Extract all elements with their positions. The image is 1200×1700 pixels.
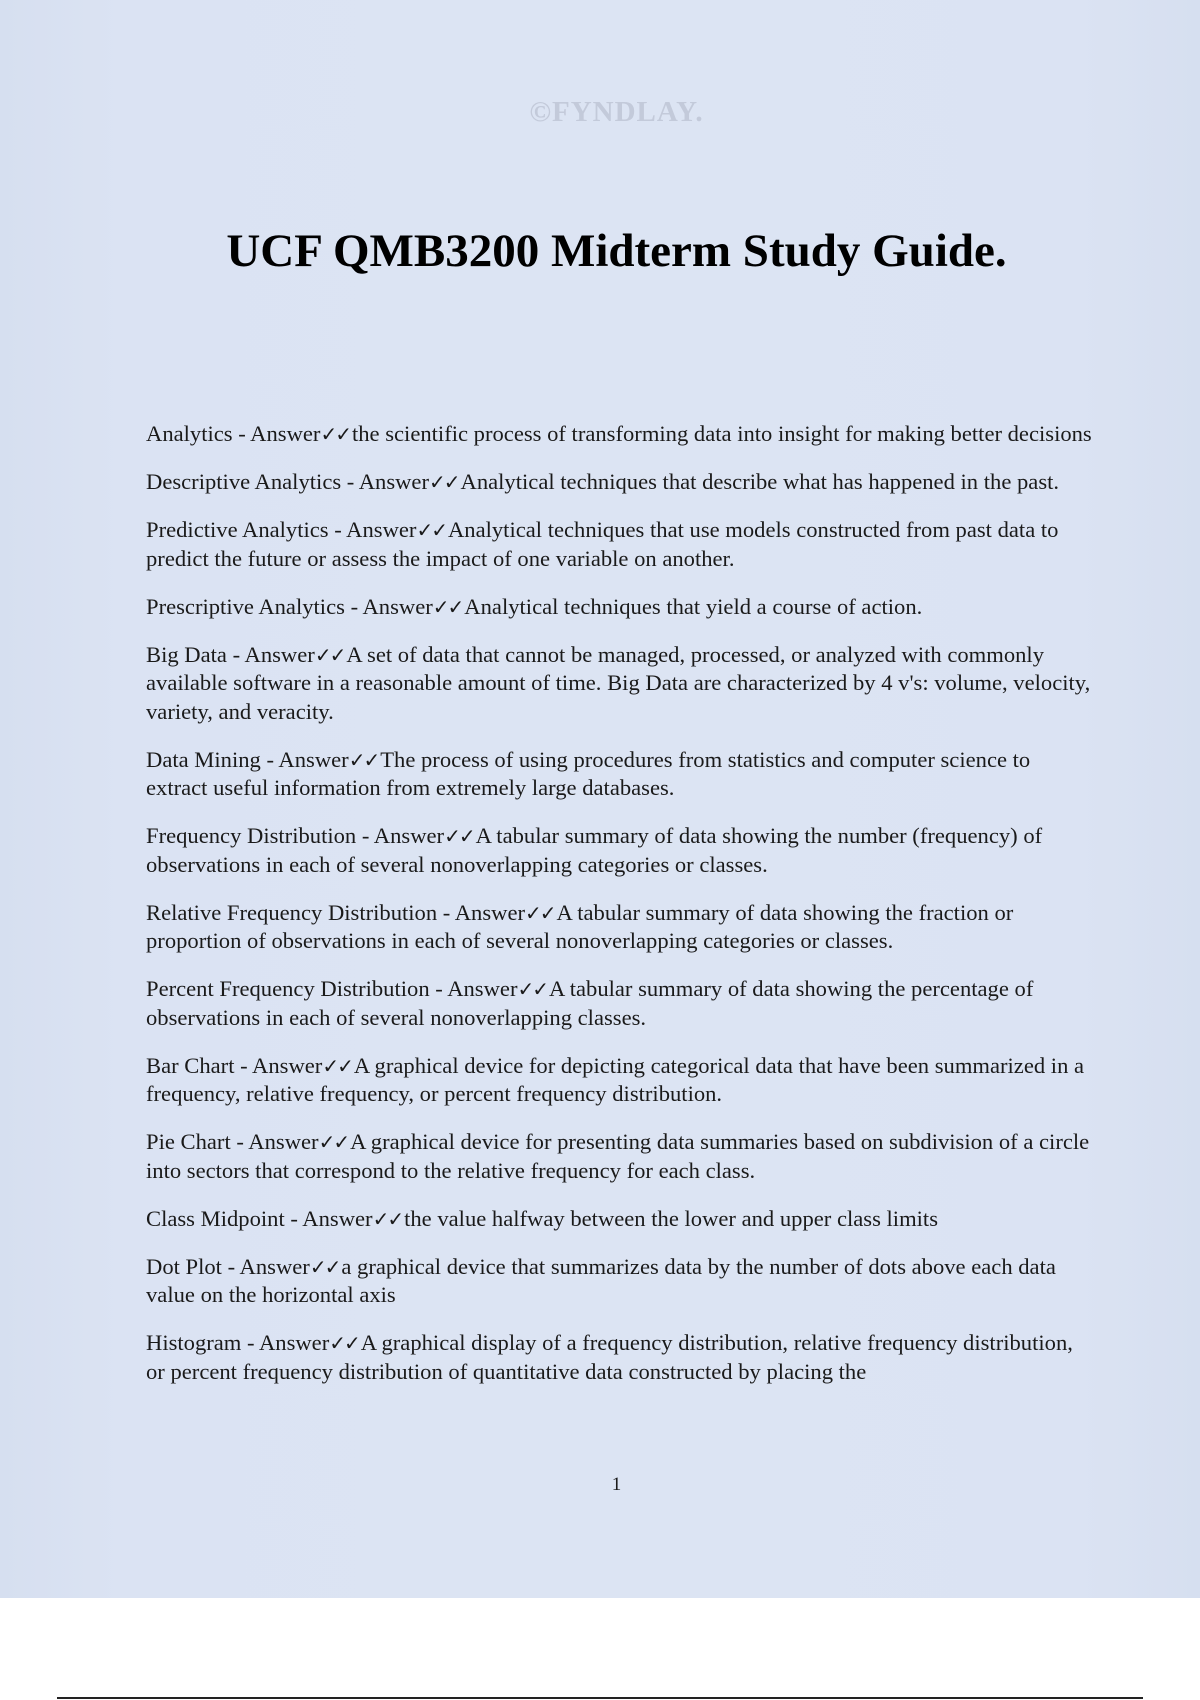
entry-definition: A graphical device for presenting data summaries based on subdivision of a circle into sectors that correspond to the relative frequency for each class. (146, 1129, 1090, 1183)
double-check-icon: ✓✓ (517, 977, 547, 1001)
double-check-icon: ✓✓ (309, 1254, 340, 1279)
entry-term: Data Mining (146, 746, 261, 772)
glossary-entry (146, 746, 1096, 803)
double-check-icon: ✓✓ (432, 594, 463, 619)
double-check-icon: ✓✓ (348, 747, 379, 772)
entry-separator: - Answer (260, 746, 349, 772)
entry-definition: Analytical techniques that yield a course of action. (464, 593, 923, 619)
entry-term: Relative Frequency Distribution (146, 899, 438, 925)
entry-definition: Analytical techniques that use models constructed from past data to predict the future or assess the impact of one variable on another. (146, 517, 1059, 571)
glossary-entry (146, 1205, 1096, 1234)
entry-term: Histogram (146, 1330, 242, 1355)
entry-term: Percent Frequency Distribution (146, 976, 430, 1001)
glossary-entry (146, 1128, 1096, 1185)
entry-definition: the value halfway between the lower and upper class limits (404, 1205, 939, 1231)
entry-separator: - Answer (241, 1330, 330, 1355)
entry-definition: A graphical device for depicting categorical data that have been summarized in a frequency, relative frequency, or percent frequency distribution. (146, 1052, 1085, 1106)
double-check-icon: ✓✓ (372, 1206, 403, 1231)
glossary-entry (146, 822, 1096, 879)
glossary-entry (146, 1052, 1096, 1109)
glossary-entry (146, 468, 1096, 497)
entry-term: Dot Plot (146, 1253, 222, 1279)
entry-separator: - Answer (230, 1129, 319, 1154)
entry-separator: - Answer (221, 1253, 310, 1279)
entry-term: Class Midpoint (146, 1205, 285, 1231)
entry-term: Big Data (146, 641, 227, 667)
entry-definition: A graphical display of a frequency distribution, relative frequency distribution, or percent frequency distribution of quantitative data constructed by placing the (146, 1330, 1073, 1384)
entry-definition: a graphical device that summarizes data by the number of dots above each data value on the horizontal axis (146, 1253, 1056, 1307)
entry-term: Pie Chart (146, 1129, 231, 1154)
entry-term: Predictive Analytics (146, 517, 329, 542)
double-check-icon: ✓✓ (314, 642, 345, 667)
glossary-entry (146, 641, 1096, 727)
entry-term: Frequency Distribution (146, 823, 357, 848)
entry-term: Bar Chart (146, 1052, 235, 1078)
glossary-entry (146, 1329, 1096, 1386)
page-number: 1 (611, 1474, 622, 1495)
entry-separator: - Answer (344, 593, 433, 619)
glossary-entry (146, 420, 1096, 449)
entry-separator: - Answer (429, 976, 518, 1001)
entry-definition: A set of data that cannot be managed, processed, or analyzed with commonly available software in a reasonable amount of time. Big Data are characterized by 4 v's: volume, velocity, variety, and veracity. (146, 641, 1091, 724)
glossary-list (146, 420, 1096, 1406)
entry-definition: A tabular summary of data showing the fraction or proportion of observations in each of several nonoverlapping categories or classes. (146, 899, 1014, 953)
double-check-icon: ✓✓ (444, 824, 474, 848)
entry-separator: - Answer (226, 641, 315, 667)
entry-separator: - Answer (284, 1205, 373, 1231)
entry-separator: - Answer (234, 1052, 323, 1078)
glossary-entry (146, 593, 1096, 622)
double-check-icon: ✓✓ (318, 1130, 349, 1154)
glossary-entry (146, 1253, 1096, 1310)
entry-separator: - Answer (437, 899, 526, 925)
entry-term: Descriptive Analytics (146, 469, 342, 494)
entry-definition: Analytical techniques that describe what has happened in the past. (460, 469, 1060, 494)
entry-term: Analytics (146, 421, 233, 446)
document-title: UCF QMB3200 Midterm Study Guide. (226, 225, 1007, 277)
watermark: ©FYNDLAY. (529, 96, 704, 128)
glossary-entry (146, 975, 1096, 1032)
double-check-icon: ✓✓ (416, 518, 446, 542)
double-check-icon: ✓✓ (525, 900, 555, 925)
entry-definition: the scientific process of transforming data into insight for making better decisions (351, 421, 1092, 446)
double-check-icon: ✓✓ (320, 422, 350, 446)
glossary-entry (146, 899, 1096, 956)
entry-separator: - Answer (356, 823, 445, 848)
glossary-entry (146, 516, 1096, 573)
entry-term: Prescriptive Analytics (146, 593, 345, 619)
entry-definition: A tabular summary of data showing the number (frequency) of observations in each of several nonoverlapping categories or classes. (146, 823, 1043, 877)
entry-separator: - Answer (341, 469, 429, 494)
double-check-icon: ✓✓ (329, 1331, 359, 1355)
entry-separator: - Answer (328, 517, 417, 542)
double-check-icon: ✓✓ (429, 470, 459, 494)
page-divider (57, 1697, 1143, 1699)
entry-separator: - Answer (232, 421, 321, 446)
entry-definition: A tabular summary of data showing the percentage of observations in each of several nonoverlapping classes. (146, 976, 1034, 1030)
entry-definition: The process of using procedures from statistics and computer science to extract useful information from extremely large databases. (146, 746, 1031, 800)
double-check-icon: ✓✓ (322, 1053, 352, 1078)
